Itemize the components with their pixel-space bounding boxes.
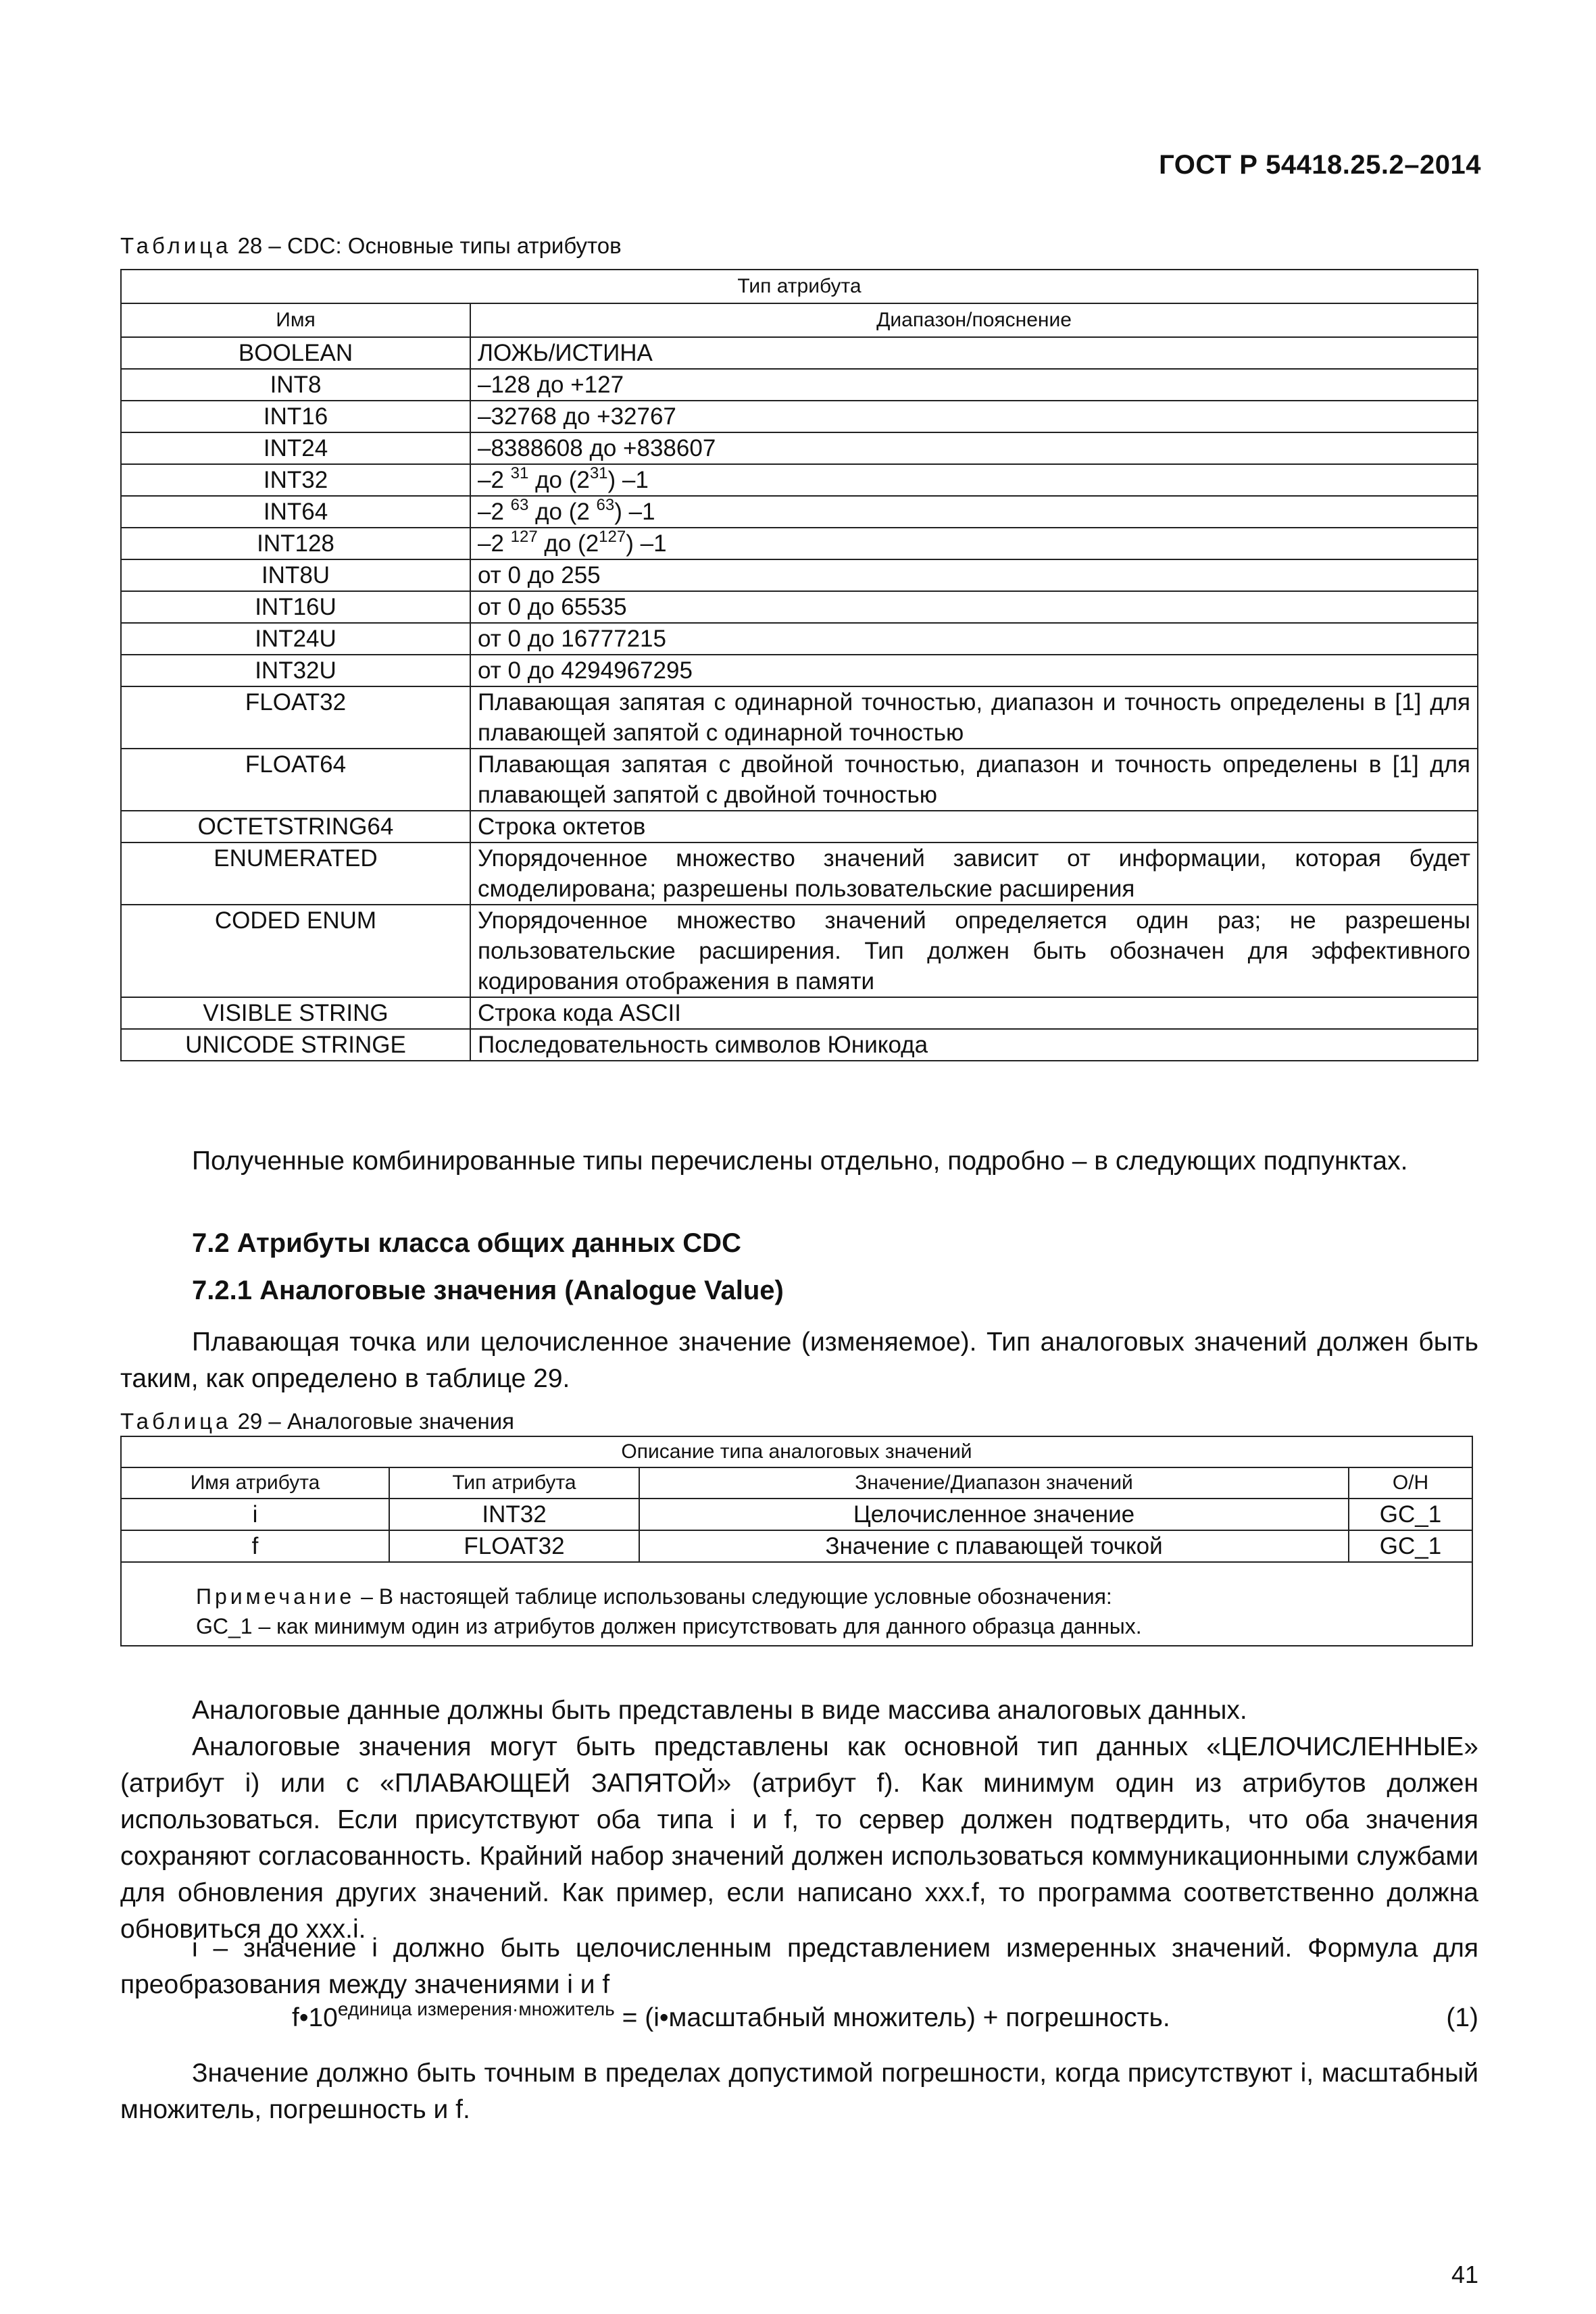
column-header-attr-name: Имя атрибута xyxy=(121,1467,389,1499)
section-heading-7-2-1: 7.2.1 Аналоговые значения (Analogue Value) xyxy=(192,1276,784,1305)
type-name: INT128 xyxy=(121,528,470,559)
attr-oh: GC_1 xyxy=(1349,1530,1472,1562)
caption-text: 29 – Аналоговые значения xyxy=(237,1409,515,1434)
section-heading-7-2: 7.2 Атрибуты класса общих данных CDC xyxy=(192,1228,741,1258)
table-row xyxy=(121,591,1478,623)
formula-rest: = (i•масштабный множитель) + погрешность. xyxy=(614,2003,1170,2032)
column-header-attr-type: Тип атрибута xyxy=(389,1467,639,1499)
type-name: INT8 xyxy=(121,369,470,401)
type-desc: от 0 до 255 xyxy=(470,559,1478,591)
type-name: INT32 xyxy=(121,464,470,496)
table-row xyxy=(121,811,1478,842)
type-name: INT64 xyxy=(121,496,470,528)
attr-name: i xyxy=(121,1499,389,1530)
type-desc: –2 $^{31}$ до $(2^{31})$ –1 xyxy=(470,464,1478,496)
type-desc: от 0 до 16777215 xyxy=(470,623,1478,655)
table-row xyxy=(121,496,1478,528)
type-name: INT32U xyxy=(121,655,470,686)
paragraph-array: Аналоговые данные должны быть представлены в виде массива аналоговых данных. xyxy=(192,1696,1247,1725)
type-name: INT24 xyxy=(121,432,470,464)
group-header: Описание типа аналоговых значений xyxy=(121,1436,1472,1467)
type-desc: от 0 до 65535 xyxy=(470,591,1478,623)
type-desc: Плавающая запятая с одинарной точностью, диапазон и точность определены в [1] для плавающей запятой с одинарной точностью xyxy=(470,686,1478,749)
table-row xyxy=(121,1029,1478,1061)
type-name: ENUMERATED xyxy=(121,842,470,905)
caption-word: Таблица xyxy=(120,233,232,258)
table-row xyxy=(121,401,1478,432)
table-row xyxy=(121,432,1478,464)
table-row xyxy=(121,749,1478,811)
table-row xyxy=(121,997,1478,1029)
caption-text: 28 – CDC: Основные типы атрибутов xyxy=(237,233,622,258)
table-28-caption xyxy=(120,233,622,259)
table-29-caption xyxy=(120,1409,514,1434)
table-row xyxy=(121,905,1478,997)
type-name: UNICODE STRINGE xyxy=(121,1029,470,1061)
column-header-value: Значение/Диапазон значений xyxy=(639,1467,1349,1499)
type-name: INT24U xyxy=(121,623,470,655)
formula-exponent: единица измерения·множитель xyxy=(337,1998,615,2019)
attr-name: f xyxy=(121,1530,389,1562)
paragraph-combined-types: Полученные комбинированные типы перечислены отдельно, подробно – в следующих подпунктах. xyxy=(192,1147,1408,1176)
type-name: BOOLEAN xyxy=(121,337,470,369)
table-row xyxy=(121,337,1478,369)
type-name: OCTETSTRING64 xyxy=(121,811,470,842)
attr-type: FLOAT32 xyxy=(389,1530,639,1562)
table-row xyxy=(121,559,1478,591)
type-desc: –32768 до +32767 xyxy=(470,401,1478,432)
type-name: VISIBLE STRING xyxy=(121,997,470,1029)
paragraph-integer: i – значение i должно быть целочисленным представлением измеренных значений. Формула для преобразования между значениями i и f xyxy=(120,1934,1478,1999)
type-desc: Строка кода ASCII xyxy=(470,997,1478,1029)
type-name: CODED ENUM xyxy=(121,905,470,997)
type-name: INT16 xyxy=(121,401,470,432)
note-line-2: GC_1 – как минимум один из атрибутов должен присутствовать для данного образца данных. xyxy=(196,1614,1142,1638)
standard-code: ГОСТ Р 54418.25.2–2014 xyxy=(1159,150,1481,180)
table-row xyxy=(121,1499,1472,1530)
type-desc: от 0 до 4294967295 xyxy=(470,655,1478,686)
caption-word: Таблица xyxy=(120,1409,232,1434)
table-row xyxy=(121,655,1478,686)
type-desc: Плавающая запятая с двойной точностью, диапазон и точность определены в [1] для плавающей запятой с двойной точностью xyxy=(470,749,1478,811)
table-row xyxy=(121,528,1478,559)
column-header-oh: O/H xyxy=(1349,1467,1472,1499)
note-word: Примечание xyxy=(196,1584,355,1609)
table-row xyxy=(121,842,1478,905)
paragraph-representation: Аналоговые значения могут быть представлены как основной тип данных «ЦЕЛОЧИСЛЕННЫЕ» (атрибут i) или с «ПЛАВАЮЩЕЙ ЗАПЯТОЙ» (атрибут f). Как минимум один из атрибутов должен использоваться. Если присутствуют оба типа i и f, то сервер должен подтвердить, что оба значения сохраняют согласованность. Крайний набор значений должен использоваться коммуникационными службами для обновления других значений. Как пример, если написано xxx.f, то программа соответственно должна обновиться до xxx.i. xyxy=(120,1732,1478,1944)
type-desc: –2 $^{63}$ до (2 $^{63}$) –1 xyxy=(470,496,1478,528)
table-29 xyxy=(120,1436,1473,1646)
attr-oh: GC_1 xyxy=(1349,1499,1472,1530)
paragraph-accuracy: Значение должно быть точным в пределах допустимой погрешности, когда присутствуют i, масштабный множитель, погрешность и f. xyxy=(120,2059,1478,2124)
column-header-range: Диапазон/пояснение xyxy=(470,303,1478,337)
formula-1 xyxy=(292,1998,1478,2033)
type-desc: ЛОЖЬ/ИСТИНА xyxy=(470,337,1478,369)
formula-number: (1) xyxy=(1446,2003,1478,2032)
type-name: FLOAT32 xyxy=(121,686,470,749)
type-name: INT16U xyxy=(121,591,470,623)
attr-type: INT32 xyxy=(389,1499,639,1530)
column-header-name: Имя xyxy=(121,303,470,337)
type-desc: Строка октетов xyxy=(470,811,1478,842)
page-number: 41 xyxy=(1451,2261,1478,2288)
formula-base: f•10 xyxy=(292,2003,338,2032)
paragraph-analogue-intro: Плавающая точка или целочисленное значение (изменяемое). Тип аналоговых значений должен быть таким, как определено в таблице 29. xyxy=(120,1328,1478,1393)
attr-value: Значение с плавающей точкой xyxy=(639,1530,1349,1562)
type-desc: –128 до +127 xyxy=(470,369,1478,401)
type-name: FLOAT64 xyxy=(121,749,470,811)
table-row xyxy=(121,369,1478,401)
table-row xyxy=(121,686,1478,749)
type-desc: Упорядоченное множество значений зависит от информации, которая будет смоделирована; разрешены пользовательские расширения xyxy=(470,842,1478,905)
type-desc: –2 $^{127}$ до $(2^{127})$ –1 xyxy=(470,528,1478,559)
type-desc: –8388608 до +838607 xyxy=(470,432,1478,464)
group-header: Тип атрибута xyxy=(121,270,1478,303)
table-row xyxy=(121,464,1478,496)
type-desc: Последовательность символов Юникода xyxy=(470,1029,1478,1061)
table-row xyxy=(121,1530,1472,1562)
type-name: INT8U xyxy=(121,559,470,591)
type-desc: Упорядоченное множество значений определяется один раз; не разрешены пользовательские расширения. Тип должен быть обозначен для эффективного кодирования отображения в памяти xyxy=(470,905,1478,997)
attr-value: Целочисленное значение xyxy=(639,1499,1349,1530)
table-28 xyxy=(120,269,1478,1061)
table-row xyxy=(121,623,1478,655)
note-text: – В настоящей таблице использованы следующие условные обозначения: xyxy=(355,1584,1112,1609)
table-note xyxy=(121,1562,1472,1646)
